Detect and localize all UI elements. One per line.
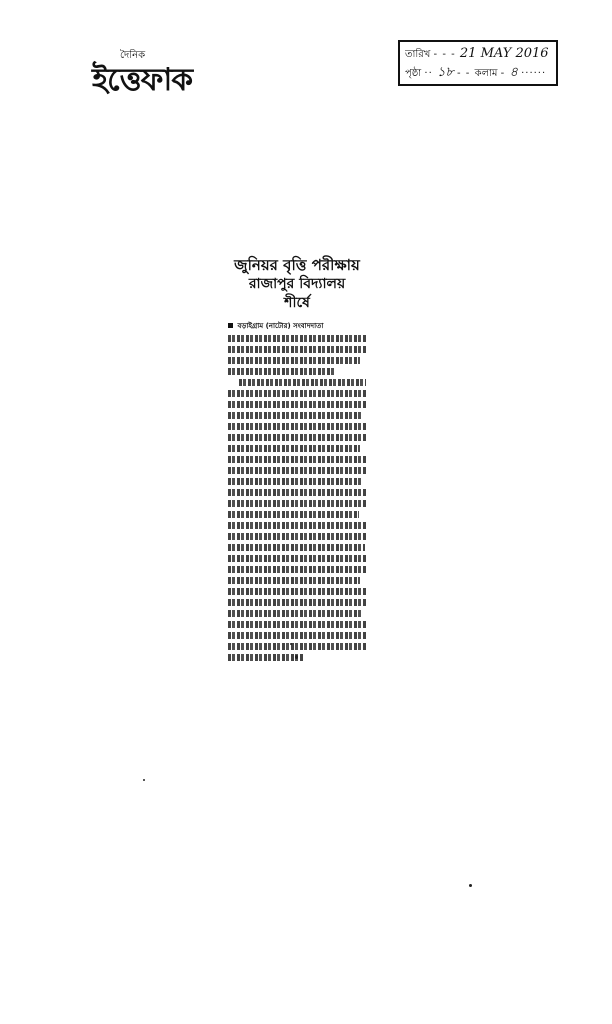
stamp-dots: - -	[457, 68, 475, 79]
body-text-line	[228, 456, 366, 463]
body-text-line	[228, 423, 366, 430]
stamp-dots: ··	[424, 68, 437, 79]
body-text-line	[228, 357, 360, 364]
body-text-line	[228, 599, 366, 606]
stamp-column-label: কলাম	[474, 68, 498, 79]
stamp-dots: ······	[521, 68, 547, 79]
headline-line-3: শীর্ষে	[284, 295, 310, 311]
body-text-line	[228, 489, 366, 496]
stamp-date-row	[405, 45, 551, 64]
body-text-line	[228, 588, 366, 595]
body-text-line	[228, 445, 360, 452]
byline-text: বড়াইগ্রাম (নাটোর) সংবাদদাতা	[237, 322, 324, 330]
body-text-line	[228, 643, 366, 650]
body-text-line	[228, 632, 366, 639]
body-text-line	[239, 379, 366, 386]
body-text-line	[228, 368, 336, 375]
body-text-line	[228, 522, 366, 529]
body-text-line	[228, 621, 366, 628]
body-text-line	[228, 412, 363, 419]
stamp-page-row	[405, 64, 551, 83]
newspaper-masthead	[92, 50, 232, 98]
stamp-date-value: 21 MAY 2016	[459, 46, 549, 61]
news-clipping	[228, 256, 366, 661]
body-text-line	[228, 335, 366, 342]
stamp-page-label: পৃষ্ঠা	[405, 68, 422, 79]
stamp-page-value: ১৮	[436, 65, 454, 80]
body-text-line	[228, 401, 366, 408]
body-text-line	[228, 544, 365, 551]
body-text-line	[228, 533, 366, 540]
article-byline	[228, 321, 366, 331]
body-text-line	[228, 434, 366, 441]
body-text-line	[228, 577, 360, 584]
scan-speck	[143, 779, 145, 781]
body-text-line	[228, 478, 362, 485]
scan-speck	[469, 884, 472, 887]
body-text-line	[228, 467, 366, 474]
masthead-name: ইত্তেফাক	[92, 62, 193, 98]
body-text-line	[228, 390, 366, 397]
stamp-dots: - - -	[433, 49, 460, 60]
stamp-date-label: তারিখ	[405, 49, 431, 60]
body-text-line	[228, 555, 366, 562]
headline-line-2: রাজাপুর বিদ্যালয়	[248, 276, 346, 292]
body-text-line	[228, 511, 359, 518]
scan-speck	[295, 655, 298, 659]
body-text-line	[228, 500, 366, 507]
scan-speck	[290, 643, 292, 645]
body-text-line	[228, 654, 303, 661]
article-headline	[228, 256, 366, 313]
headline-line-1: জুনিয়র বৃত্তি পরীক্ষায়	[234, 256, 360, 274]
stamp-dots: -	[500, 68, 510, 79]
article-body	[228, 335, 366, 661]
bullet-square-icon	[228, 323, 233, 328]
archive-stamp	[398, 40, 558, 86]
masthead-kicker: দৈনিক	[120, 50, 146, 61]
stamp-column-value: ৪	[509, 65, 518, 80]
body-text-line	[228, 610, 363, 617]
body-text-line	[228, 566, 366, 573]
body-text-line	[228, 346, 366, 353]
